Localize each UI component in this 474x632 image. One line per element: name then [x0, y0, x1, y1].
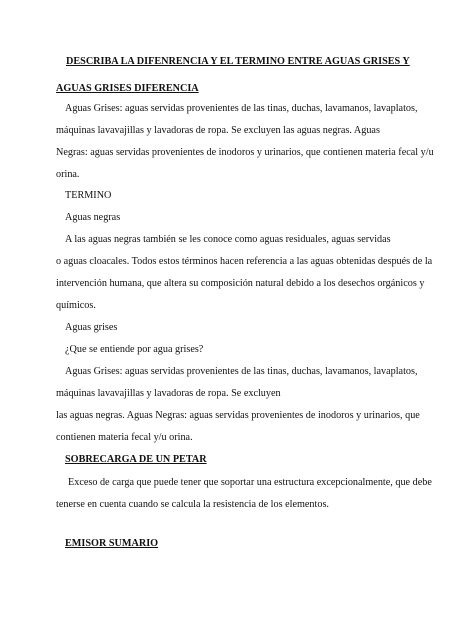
- heading-title-line1: DESCRIBA LA DIFENRENCIA Y EL TERMINO ENTRE AGUAS GRISES Y: [66, 56, 410, 67]
- paragraph-line: A las aguas negras también se les conoce como aguas residuales, aguas servidas: [65, 234, 391, 245]
- paragraph-line: Aguas Grises: aguas servidas provenientes de las tinas, duchas, lavamanos, lavaplatos,: [65, 366, 418, 377]
- paragraph-line: o aguas cloacales. Todos estos términos hacen referencia a las aguas obtenidas después de la: [56, 256, 433, 267]
- question-line: ¿Que se entiende por agua grises?: [65, 344, 204, 355]
- paragraph-line: orina.: [56, 169, 80, 180]
- paragraph-line: intervención humana, que altera su composición natural debido a los desechos orgánicos y: [56, 278, 425, 289]
- paragraph-line: las aguas negras. Aguas Negras: aguas servidas provenientes de inodoros y urinarios, que: [56, 410, 420, 421]
- heading-title-line2: AGUAS GRISES DIFERENCIA: [56, 83, 199, 94]
- term-label: TERMINO: [65, 190, 112, 201]
- paragraph-line: Aguas Grises: aguas servidas provenientes de las tinas, duchas, lavamanos, lavaplatos,: [65, 103, 418, 114]
- paragraph-line: tenerse en cuenta cuando se calcula la resistencia de los elementos.: [56, 499, 329, 510]
- paragraph-line: contienen materia fecal y/u orina.: [56, 432, 193, 443]
- paragraph-line: máquinas lavavajillas y lavadoras de ropa. Se excluyen: [56, 388, 281, 399]
- subheading-aguas-grises: Aguas grises: [65, 322, 118, 333]
- paragraph-line: Negras: aguas servidas provenientes de inodoros y urinarios, que contienen materia fecal y/u: [56, 147, 434, 158]
- heading-sobrecarga: SOBRECARGA DE UN PETAR: [65, 454, 207, 465]
- subheading-aguas-negras: Aguas negras: [65, 212, 121, 223]
- paragraph-line: máquinas lavavajillas y lavadoras de ropa. Se excluyen las aguas negras. Aguas: [56, 125, 380, 136]
- paragraph-line: Exceso de carga que puede tener que soportar una estructura excepcionalmente, que debe: [68, 477, 432, 488]
- heading-emisor-sumario: EMISOR SUMARIO: [65, 538, 159, 549]
- paragraph-line: químicos.: [56, 300, 96, 311]
